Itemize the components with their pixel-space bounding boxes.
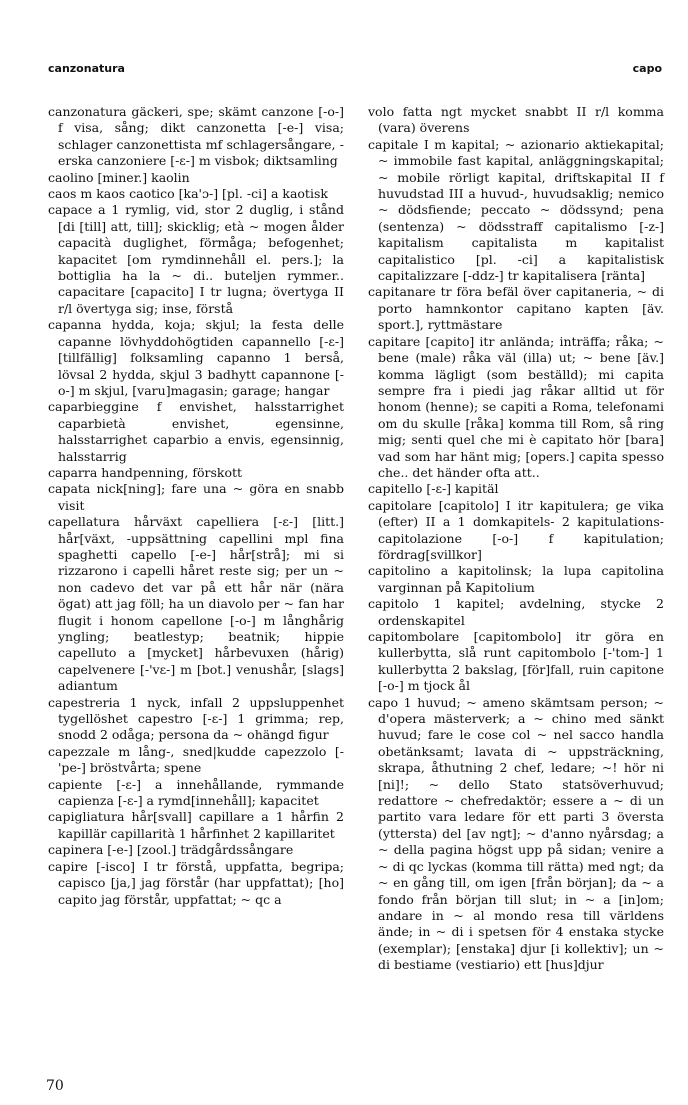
dictionary-entry: capitanare tr föra befäl över capitaneria, ~ di porto hamnkontor capitano kapten [äv. sport.], ryttmästare [368, 284, 664, 333]
dictionary-entry: caparra handpenning, förskott [48, 464, 243, 480]
dictionary-entry: capellatura hårväxt capelliera [-ɛ-] [litt.] hår[växt, -uppsättning capellini mpl fina spaghetti capello [-e-] hår[strå]; mi si rizzarono i capelli håret reste sig; per un ~ non cadevo det var på ett hår när (nära ögat) att jag föll; ha un diavolo per ~ fan har flugit i honom capellone [-o-] m långhårig yngling; beatlestyp; beatnik; hippie capelluto a [mycket] hårbevuxen (hårig) capelvenere [-'vɛ-] m [bot.] venushår, [slags] adiantum [48, 514, 344, 694]
dictionary-entry: capitombolare [capitombolo] itr göra en kullerbytta, slå runt capitombolo [-'tom-] 1 kullerbytta 2 bakslag, [för]fall, ruin capitone [-o-] m tjock ål [368, 629, 664, 694]
dictionary-entry: capinera [-e-] [zool.] trädgårdssångare [48, 842, 294, 858]
dictionary-entry: caos m kaos caotico [ka'ɔ-] [pl. -ci] a kaotisk [48, 186, 328, 202]
dictionary-entry: canzonatura gäckeri, spe; skämt canzone [-o-] f visa, sång; dikt canzonetta [-e-] visa; schlager canzonettista mf schlagersångare, -erska canzoniere [-ɛ-] m visbok; diktsamling [48, 104, 344, 169]
dictionary-entry: capo 1 huvud; ~ ameno skämtsam person; ~ d'opera mästerverk; a ~ chino med sänkt huvud; fare le cose col ~ nel sacco handla obetänksamt; lavata di ~ uppsträckning, skrapa, åthutning 2 chef, ledare; ~! hör ni [ni]!; ~ dello Stato statsöverhuvud; redattore ~ chefredaktör; essere a ~ di un partito vara ledare för ett parti 3 översta (yttersta) del [av ngt]; ~ d'anno nyårsdag; a ~ della pagina högst upp på sidan; venire a ~ di qc lyckas (komma till rätta) med ngt; da ~ en gång till, om igen [från början]; da ~ a fondo från början till slut; in ~ a [in]om; andare in ~ al mondo resa till världens ände; in ~ di i spetsen för 4 enstaka stycke (exemplar); [enstaka] djur [i kollektiv]; un ~ di bestiame (vestiario) ett [hus]djur [368, 694, 664, 973]
page-number: 70 [46, 1078, 64, 1094]
dictionary-entry: capanna hydda, koja; skjul; la festa delle capanne lövhyddohögtiden capannello [-ɛ-] [tillfällig] folksamling capanno 1 berså, lövsal 2 hydda, skjul 3 badhytt capannone [-o-] m skjul, [varu]magasin; garage; hangar [48, 317, 344, 398]
left-column [48, 104, 344, 908]
running-head-left: canzonatura [48, 62, 125, 75]
right-column [368, 104, 664, 974]
dictionary-entry: capitolino a kapitolinsk; la lupa capitolina varginnan på Kapitolium [368, 563, 664, 595]
running-head [48, 62, 662, 78]
dictionary-entry: capigliatura hår[svall] capillare a 1 hårfin 2 kapillär capillarità 1 hårfinhet 2 kapillaritet [48, 809, 344, 841]
dictionary-entry: capiente [-ɛ-] a innehållande, rymmande capienza [-ɛ-] a rymd[innehåll]; kapacitet [48, 776, 344, 809]
dictionary-entry: capire [-isco] I tr förstå, uppfatta, begripa; capisco [ja,] jag förstår (har uppfattat); [ho] capito jag förstår, uppfattat; ~ qc a [48, 858, 344, 907]
dictionary-entry: caolino [miner.] kaolin [48, 169, 190, 185]
dictionary-entry: capitello [-ɛ-] kapitäl [368, 481, 499, 497]
dictionary-entry: capitolo 1 kapitel; avdelning, stycke 2 ordenskapitel [368, 596, 664, 628]
dictionary-entry: capezzale m lång-, sned|kudde capezzolo [-'pe-] bröstvårta; spene [48, 743, 344, 776]
dictionary-entry: capace a 1 rymlig, vid, stor 2 duglig, i stånd [di [till] att, till]; skicklig; età ~ mogen ålder capacità duglighet, förmåga; befogenhet; kapacitet [om rymdinnehåll el. pers.]; la bottiglia ha la ~ di.. buteljen rymmer.. capacitare [capacito] I tr lugna; övertyga II r/l övertyga sig; inse, förstå [48, 202, 344, 316]
dictionary-entry: capitare [capito] itr anlända; inträffa; råka; ~ bene (male) råka väl (illa) ut; ~ bene [äv.] komma lägligt (som beställd); mi capita sempre fra i piedi jag råkar alltid ut för honom (henne); se capiti a Roma, telefonami om du skulle [råka] komma till Rom, så ring mig; senti quel che mi è capitato hör [bara] vad som har hänt mig; [opers.] capita spesso che.. det händer ofta att.. [368, 333, 664, 480]
dictionary-entry: capitolare [capitolo] I itr kapitulera; ge vika (efter) II a 1 domkapitels- 2 kapitulations- capitolazione [-o-] f kapitulation; fördrag[svillkor] [368, 497, 664, 562]
dictionary-entry: capata nick[ning]; fare una ~ göra en snabb visit [48, 481, 344, 513]
dictionary-entry: capitale I m kapital; ~ azionario aktiekapital; ~ immobile fast kapital, anläggningskapital; ~ mobile rörligt kapital, driftskapital II f huvudstad III a huvud-, huvudsaklig; nemico ~ dödsfiende; peccato ~ dödssynd; pena (sentenza) ~ dödsstraff capitalismo [-z-] kapitalism capitalista m kapitalist capitalistico [pl. -ci] a kapitalistisk capitalizzare [-ddz-] tr kapitalisera [ränta] [368, 136, 664, 284]
running-head-right: capo [632, 62, 662, 75]
dictionary-entry: caparbieggine f envishet, halsstarrighet caparbietà envishet, egensinne, halsstarrighet caparbio a envis, egensinnig, halsstarrig [48, 399, 344, 464]
dictionary-entry: capestreria 1 nyck, infall 2 uppsluppenhet tygellöshet capestro [-ɛ-] 1 grimma; rep, snodd 2 odåga; persona da ~ ohängd figur [48, 694, 344, 743]
dictionary-entry: volo fatta ngt mycket snabbt II r/l komma (vara) överens [368, 104, 664, 136]
